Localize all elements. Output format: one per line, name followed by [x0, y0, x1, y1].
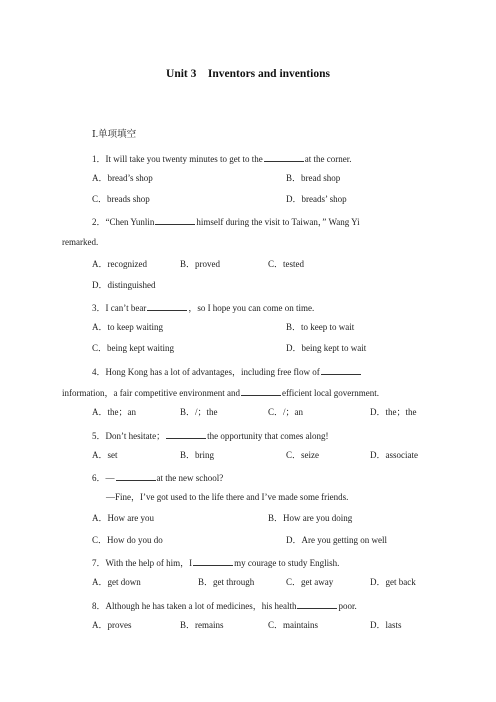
q2-option-a[interactable]: A．recognized: [92, 259, 147, 269]
question-2-continued: remarked.: [62, 237, 99, 247]
q1-option-a[interactable]: A．bread’s shop: [92, 173, 153, 183]
q5-option-c[interactable]: C．seize: [286, 450, 319, 460]
q7-option-a[interactable]: A．get down: [92, 577, 141, 587]
question-1-text: 1．It will take you twenty minutes to get to the: [92, 154, 263, 164]
answer-blank: [116, 472, 156, 481]
answer-blank: [241, 387, 281, 396]
q2-option-c[interactable]: C．tested: [268, 259, 304, 269]
question-4-cont-text: information，a fair competitive environment and: [62, 388, 240, 398]
q1-option-d[interactable]: D．breads’ shop: [286, 194, 347, 204]
question-2-text: 2．“Chen Yunlin: [92, 217, 155, 227]
question-3-text-end: ，so I hope you can come on time.: [188, 303, 315, 313]
question-8-text: 8．Although he has taken a lot of medicines，his health: [92, 601, 297, 611]
q5-option-d[interactable]: D．associate: [370, 450, 418, 460]
answer-blank: [297, 600, 337, 609]
question-5: [92, 430, 329, 441]
answer-blank: [321, 366, 361, 375]
question-4-continued: [62, 387, 379, 398]
question-7-text-end: my courage to study English.: [234, 558, 340, 568]
q5-option-a[interactable]: A．set: [92, 450, 118, 460]
answer-blank: [193, 557, 233, 566]
question-5-text: 5．Don’t hesitate；: [92, 431, 166, 441]
q1-option-c[interactable]: C．breads shop: [92, 194, 150, 204]
question-3-text: 3．I can’t bear: [92, 303, 147, 313]
question-4-cont-end: efficient local government.: [281, 388, 379, 398]
q3-option-d[interactable]: D．being kept to wait: [286, 343, 367, 353]
answer-blank: [166, 430, 206, 439]
q6-option-d[interactable]: D．Are you getting on well: [286, 535, 387, 545]
question-2: [92, 216, 360, 227]
q7-option-b[interactable]: B．get through: [198, 577, 255, 587]
question-6-text: 6．—: [92, 473, 115, 483]
question-6-text-end: at the new school?: [156, 473, 224, 483]
question-5-text-end: the opportunity that comes along!: [207, 431, 329, 441]
question-3: [92, 302, 314, 313]
q2-option-d[interactable]: D．distinguished: [92, 280, 156, 290]
q8-option-a[interactable]: A．proves: [92, 620, 132, 630]
question-8-text-end: poor.: [338, 601, 357, 611]
question-8: [92, 600, 357, 611]
question-7: [92, 557, 339, 568]
answer-blank: [147, 302, 187, 311]
q8-option-c[interactable]: C．maintains: [268, 620, 318, 630]
q4-option-b[interactable]: B．/；the: [180, 407, 218, 417]
question-4: [92, 366, 362, 377]
q4-option-c[interactable]: C．/；an: [268, 407, 303, 417]
q7-option-c[interactable]: C．get away: [286, 577, 334, 587]
unit-title: Unit 3 Inventors and inventions: [166, 68, 330, 80]
question-4-text: 4．Hong Kong has a lot of advantages，including free flow of: [92, 367, 320, 377]
question-2-text-end: himself during the visit to Taiwan，” Wang Yi: [196, 217, 360, 227]
q3-option-c[interactable]: C．being kept waiting: [92, 343, 174, 353]
q7-option-d[interactable]: D．get back: [370, 577, 416, 587]
q4-option-d[interactable]: D．the；the: [370, 407, 417, 417]
question-7-text: 7．With the help of him，I: [92, 558, 193, 568]
question-1: [92, 153, 351, 164]
answer-blank: [155, 216, 195, 225]
q4-option-a[interactable]: A．the；an: [92, 407, 136, 417]
q8-option-b[interactable]: B．remains: [180, 620, 224, 630]
q6-option-a[interactable]: A．How are you: [92, 513, 154, 523]
q3-option-b[interactable]: B．to keep to wait: [286, 322, 355, 332]
question-6-reply: —Fine，I’ve got used to the life there and I’ve made some friends.: [106, 492, 349, 502]
section-heading: Ⅰ.单项填空: [92, 130, 137, 140]
q2-option-b[interactable]: B．proved: [180, 259, 220, 269]
q1-option-b[interactable]: B．bread shop: [286, 173, 341, 183]
question-1-text-end: at the corner.: [304, 154, 352, 164]
q3-option-a[interactable]: A．to keep waiting: [92, 322, 163, 332]
q8-option-d[interactable]: D．lasts: [370, 620, 402, 630]
question-6: [92, 472, 223, 483]
answer-blank: [264, 153, 304, 162]
q5-option-b[interactable]: B．bring: [180, 450, 215, 460]
q6-option-c[interactable]: C．How do you do: [92, 535, 163, 545]
q6-option-b[interactable]: B．How are you doing: [268, 513, 353, 523]
